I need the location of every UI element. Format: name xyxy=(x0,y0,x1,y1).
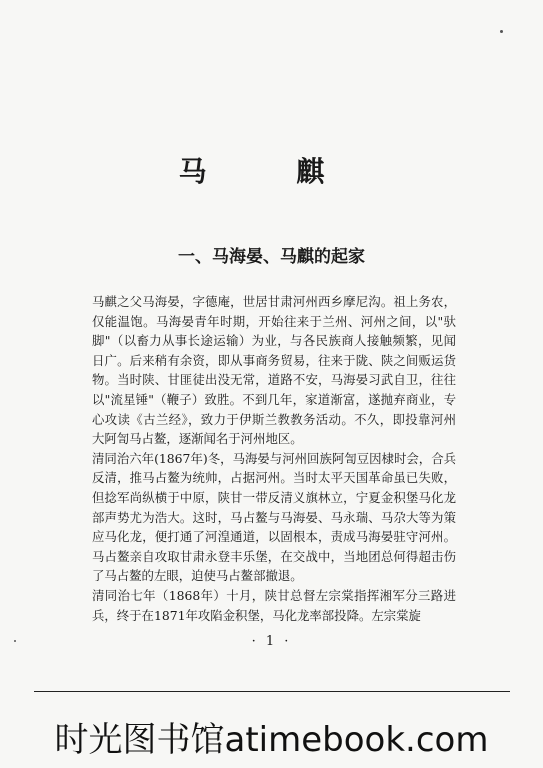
section-heading: 一、马海晏、马麒的起家 xyxy=(178,247,365,267)
page-title: 马 麒 xyxy=(178,155,365,188)
paragraph-1: 马麒之父马海晏，字德庵，世居甘肃河州西乡摩尼沟。祖上务农，仅能温饱。马海晏青年时期，开始往来于兰州、河州之间，以"驮脚"（以畜力从事长途运输）为业，与各民族商人接触频繁，见闻日广。后来稍有余资，即从事商务贸易，往来于陇、陕之间贩运货物。当时陕、甘匪徒出没无常，道路不安，马海晏习武自卫，往往以"流星锤"（鞭子）致胜。不到几年，家道渐富，遂抛弃商业，专心攻读《古兰经》，致力于伊斯兰教教务活动。不久，即投靠河州大阿訇马占鳌，逐渐闻名于河州地区。 xyxy=(92,294,456,447)
scan-speck xyxy=(14,640,16,642)
page-number: · 1 · xyxy=(251,634,292,649)
paragraph-2: 清同治六年(1867年)冬，马海晏与河州回族阿訇豆因棣时会，合兵反清，推马占鳌为统帅，占据河州。当时太平天国革命虽已失败，但捻军尚纵横于中原，陕甘一带反清义旗林立，宁夏金积堡马化龙部声势尤为浩大。这时，马占鳌与马海晏、马永瑞、马尕大等为策应马化龙，便打通了河湟通道，以固根本，责成马海晏驻守河州。马占鳌亲自攻取甘肃永登丰乐堡，在交战中，当地团总何得超击伤了马占鳌的左眼，迫使马占鳌部撤退。 xyxy=(92,450,456,584)
scan-speck xyxy=(500,30,503,33)
body-text xyxy=(92,292,456,625)
bottom-rule xyxy=(34,691,510,692)
watermark-text: 时光图书馆atimebook.com xyxy=(54,720,489,760)
paragraph-3: 清同治七年（1868年）十月，陕甘总督左宗棠指挥湘军分三路进兵，终于在1871年攻陷金积堡，马化龙率部投降。左宗棠旋 xyxy=(92,587,456,623)
